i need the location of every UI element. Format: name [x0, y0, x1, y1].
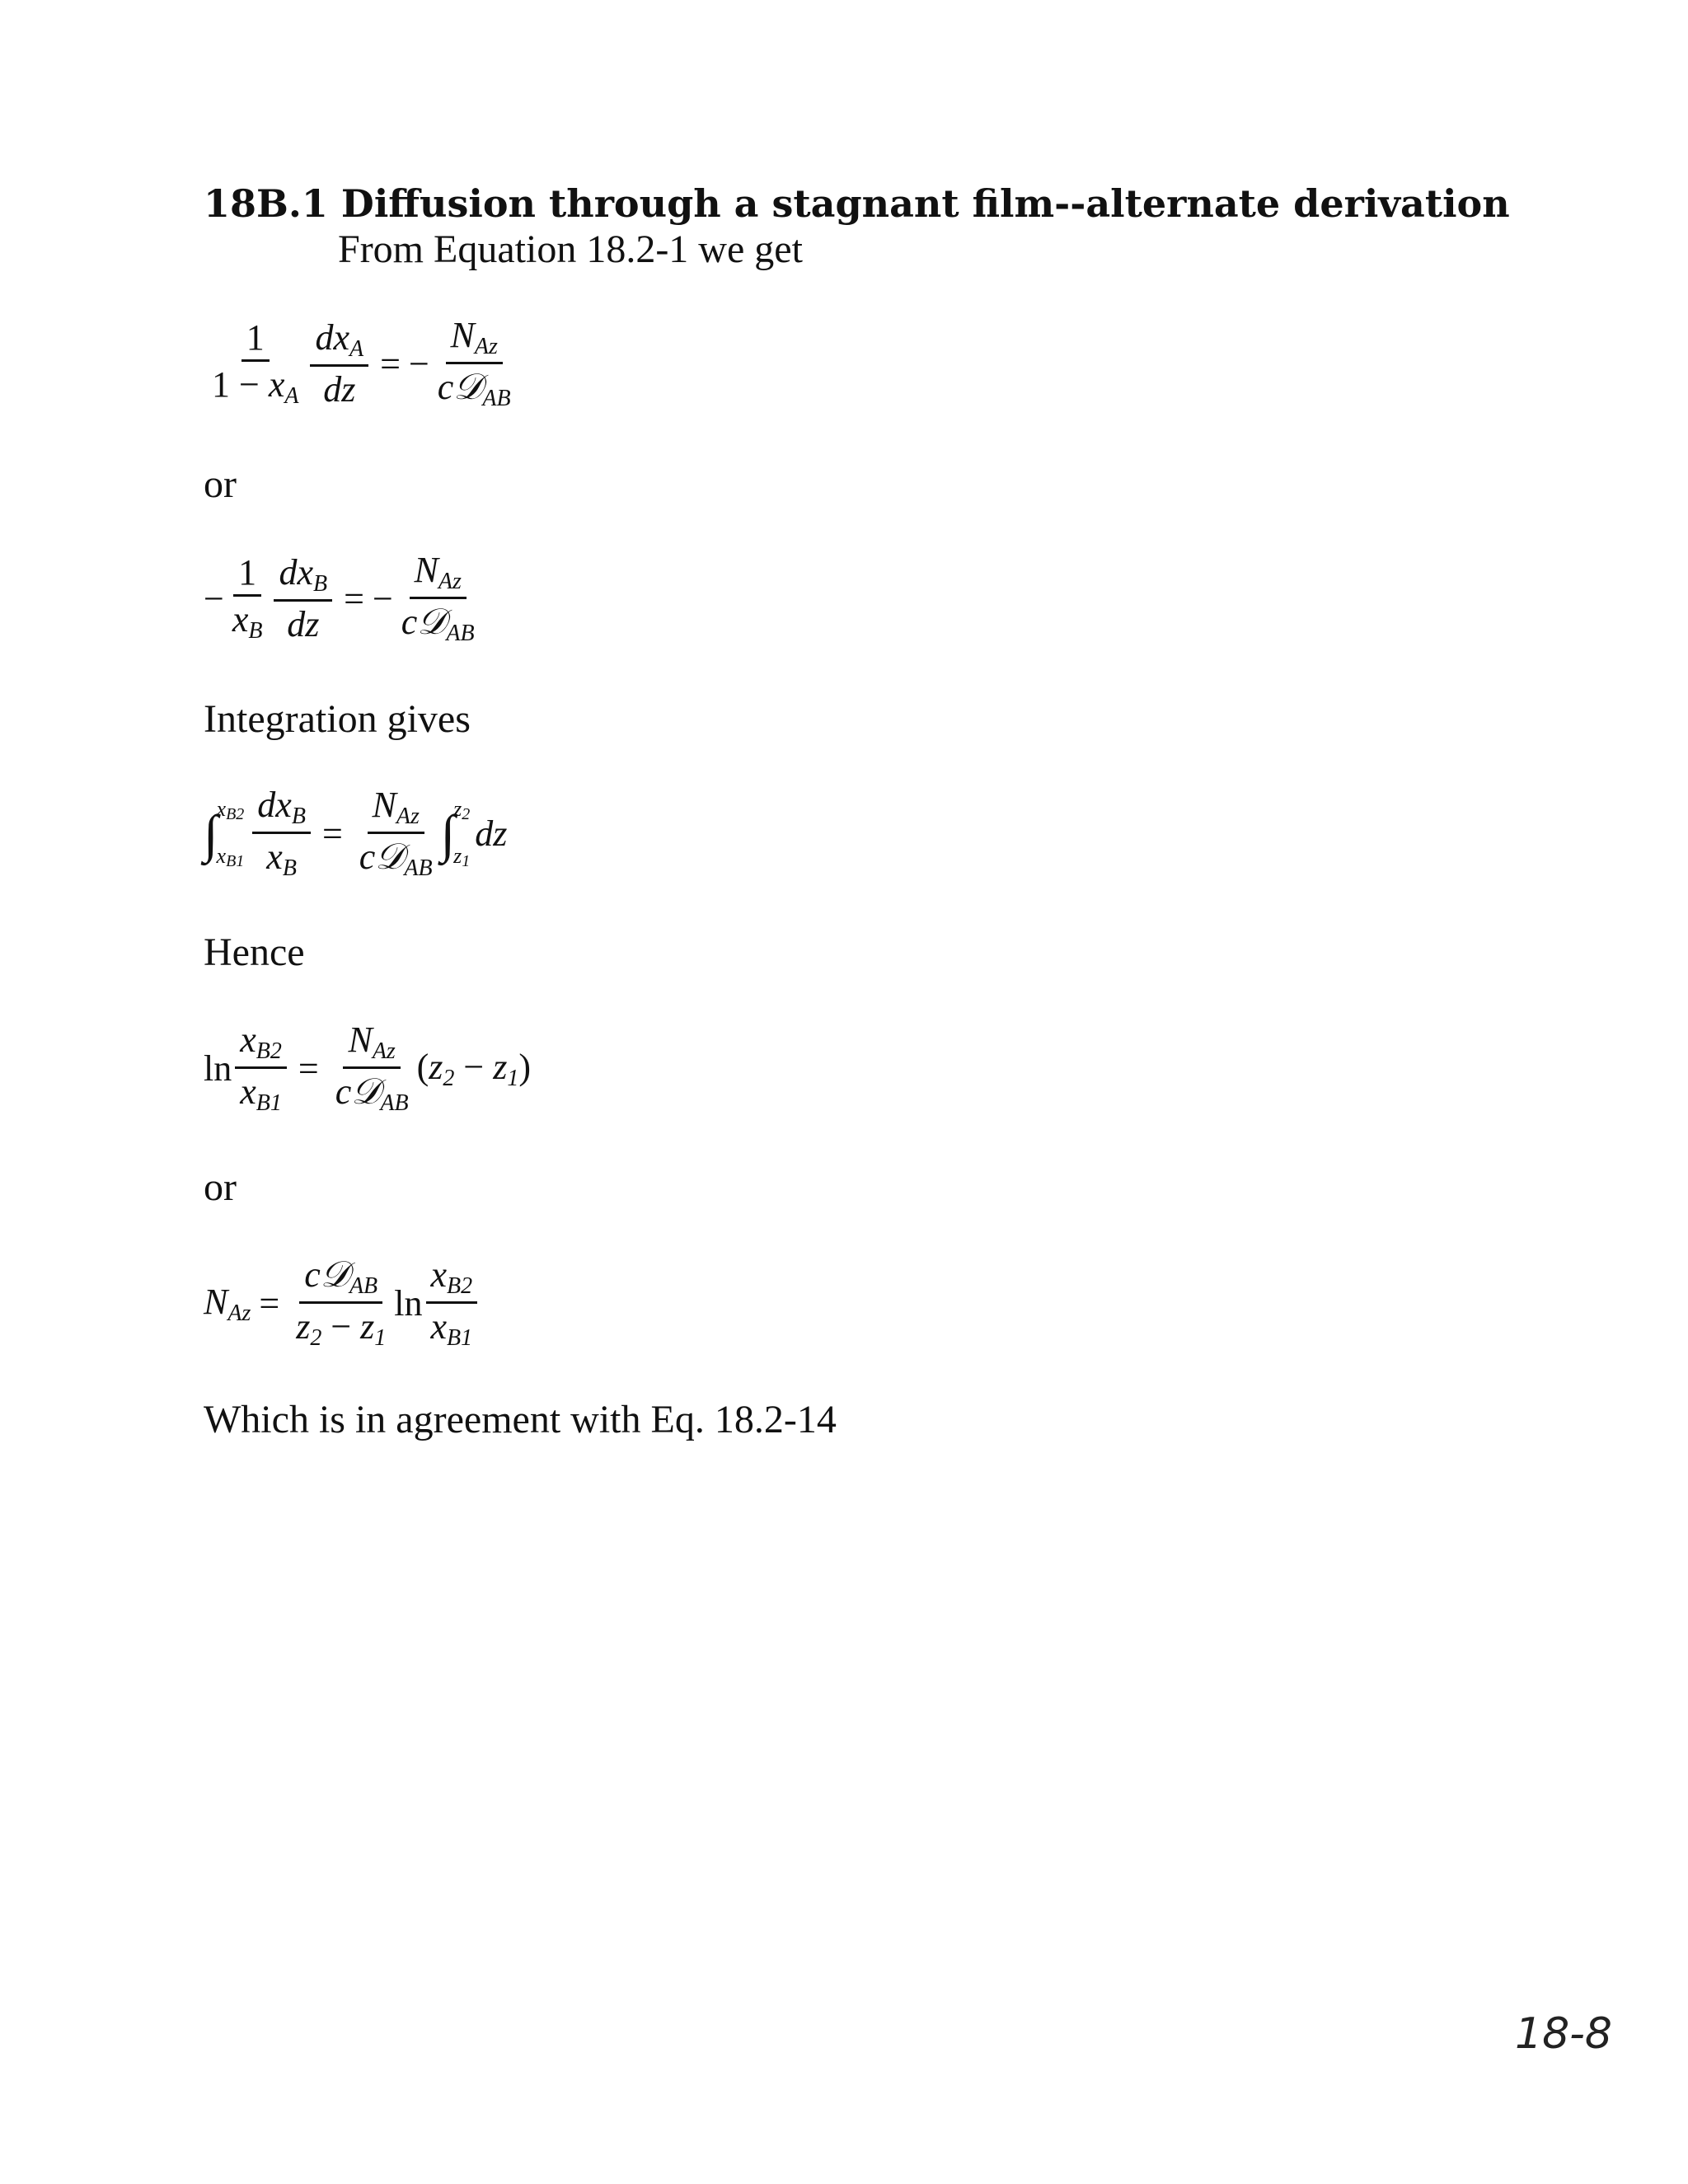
subtitle: From Equation 18.2-1 we get	[338, 227, 803, 271]
text-integration: Integration gives	[204, 697, 471, 741]
equation-2: − $\frac{1}{x_B}$ $\frac{dx_B}{dz}$ = − $\frac{N_{Az}}{c𝒟_{AB}}$	[204, 550, 475, 646]
text-or-2: or	[204, 1165, 237, 1209]
text-conclusion: Which is in agreement with Eq. 18.2-14	[204, 1398, 837, 1441]
equation-5: $N_{Az}$ = $\frac{c𝒟_{AB}}{z_2 - z_1}$ ln $\frac{x_{B2}}{x_{B1}}$	[204, 1257, 481, 1350]
equation-1: $\frac{1}{1 - x_A}$ $\frac{dx_A}{dz}$ = − $\frac{N_{Az}}{c𝒟_{AB}}$	[212, 315, 511, 411]
equation-4: ln $\frac{x_{B2}}{x_{B1}}$ = $\frac{N_{Az}}{c𝒟_{AB}}$ $(z_2 - z_1)$	[204, 1019, 531, 1116]
page-number: 18-8	[1515, 2009, 1613, 2059]
equation-3: ∫ $x_{B2}$ $x_{B1}$ $\frac{dx_B}{x_B}$ = $\frac{N_{Az}}{c𝒟_{AB}}$ ∫ $z_2$ $z_1$ dz	[204, 785, 508, 881]
text-hence: Hence	[204, 930, 305, 974]
section-title: 18B.1 Diffusion through a stagnant film--alternate derivation	[204, 181, 1510, 226]
text-or-1: or	[204, 462, 237, 506]
